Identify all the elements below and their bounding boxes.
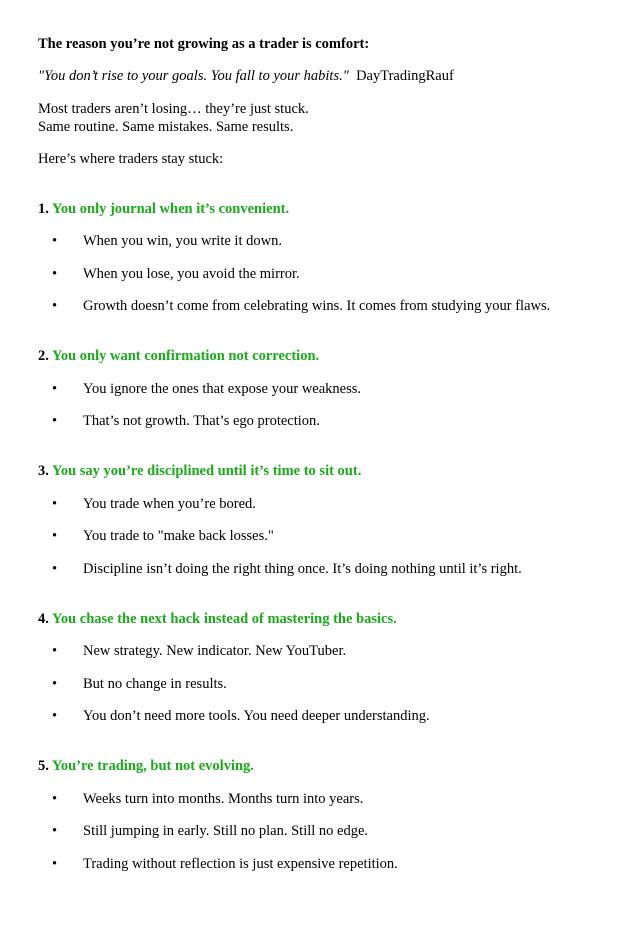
- list-item-text: Discipline isn’t doing the right thing once. It’s doing nothing until it’s right.: [83, 561, 522, 577]
- list-item-text: You trade to "make back losses.": [83, 528, 274, 544]
- quote-text: "You don’t rise to your goals. You fall to your habits.": [38, 68, 349, 84]
- bullet-icon: •: [52, 856, 58, 872]
- section-heading-text: You chase the next hack instead of mastering the basics.: [51, 611, 397, 627]
- section-number: 5.: [38, 758, 49, 774]
- list-item-text: You trade when you’re bored.: [83, 496, 256, 512]
- list-item-text: That’s not growth. That’s ego protection.: [83, 413, 320, 429]
- intro-line-1: Most traders aren’t losing… they’re just stuck.: [38, 101, 309, 117]
- list-item-text: You ignore the ones that expose your weakness.: [83, 381, 362, 397]
- bullet-icon: •: [52, 791, 58, 807]
- list-item-text: Weeks turn into months. Months turn into years.: [83, 791, 364, 807]
- bullet-icon: •: [52, 676, 58, 692]
- bullet-icon: •: [52, 413, 58, 429]
- list-item-text: When you lose, you avoid the mirror.: [83, 266, 300, 282]
- quote-line: [38, 68, 454, 85]
- list-item-text: Trading without reflection is just expensive repetition.: [83, 856, 398, 872]
- bullet-icon: •: [52, 298, 58, 314]
- section-heading-text: You only journal when it’s convenient.: [51, 201, 290, 217]
- section-number: 2.: [38, 348, 49, 364]
- list-item-text: But no change in results.: [83, 676, 227, 692]
- bullet-icon: •: [52, 381, 58, 397]
- list-item-text: Growth doesn’t come from celebrating wins. It comes from studying your flaws.: [83, 298, 551, 314]
- section-number: 1.: [38, 201, 49, 217]
- quote-author: DayTradingRauf: [356, 68, 454, 84]
- document-title: The reason you’re not growing as a trader is comfort:: [38, 36, 370, 52]
- bullet-icon: •: [52, 643, 58, 659]
- section-heading-text: You’re trading, but not evolving.: [51, 758, 254, 774]
- section-2-heading: [38, 348, 319, 365]
- bullet-icon: •: [52, 266, 58, 282]
- section-heading-text: You only want confirmation not correction.: [51, 348, 320, 364]
- section-number: 4.: [38, 611, 49, 627]
- list-item-text: New strategy. New indicator. New YouTuber.: [83, 643, 347, 659]
- bullet-icon: •: [52, 823, 58, 839]
- bullet-icon: •: [52, 561, 58, 577]
- bullet-icon: •: [52, 528, 58, 544]
- section-5-heading: [38, 758, 254, 775]
- bullet-icon: •: [52, 233, 58, 249]
- intro-line-3: Here’s where traders stay stuck:: [38, 151, 224, 167]
- bullet-icon: •: [52, 496, 58, 512]
- section-4-heading: [38, 611, 397, 628]
- list-item-text: When you win, you write it down.: [83, 233, 282, 249]
- list-item-text: Still jumping in early. Still no plan. Still no edge.: [83, 823, 369, 839]
- section-3-heading: [38, 463, 361, 480]
- list-item-text: You don’t need more tools. You need deeper understanding.: [83, 708, 430, 724]
- intro-line-2: Same routine. Same mistakes. Same results.: [38, 119, 294, 135]
- section-1-heading: [38, 201, 289, 218]
- section-heading-text: You say you’re disciplined until it’s time to sit out.: [51, 463, 362, 479]
- section-number: 3.: [38, 463, 49, 479]
- bullet-icon: •: [52, 708, 58, 724]
